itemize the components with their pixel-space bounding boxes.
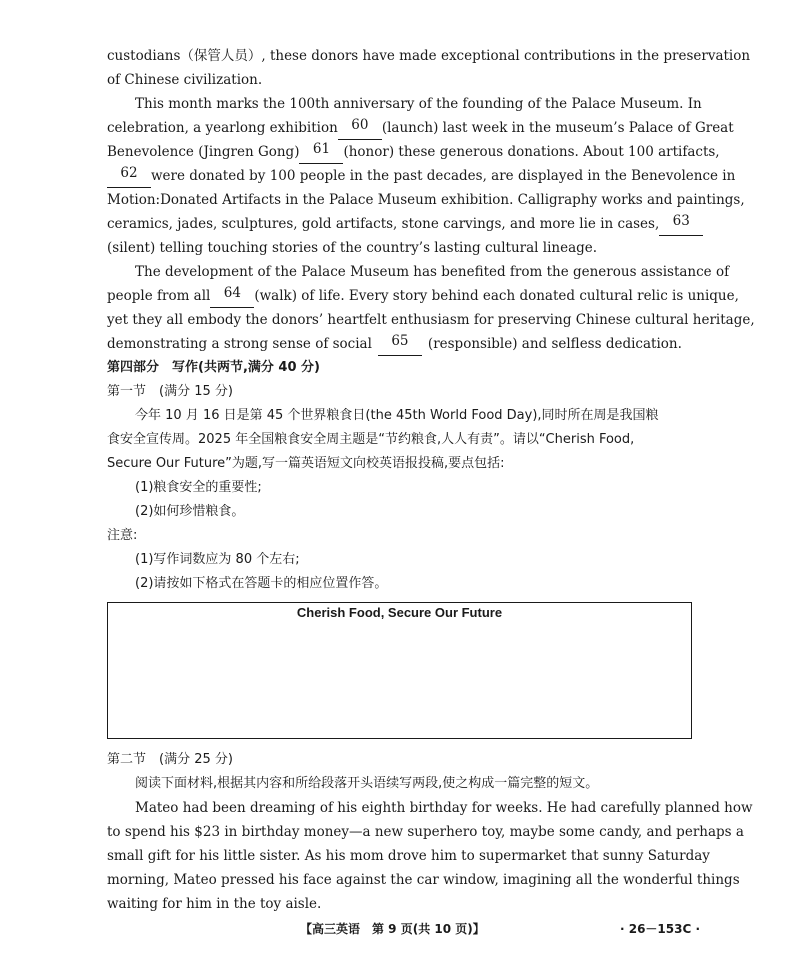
blank-64[interactable]: 64 bbox=[210, 284, 254, 308]
text: 食安全宣传周。2025 年全国粮食安全周主题是“节约粮食,人人有责”。请以“Cherish Food, bbox=[107, 432, 635, 447]
blank-61[interactable]: 61 bbox=[299, 140, 343, 164]
text-line bbox=[107, 284, 739, 308]
text: Motion:Donated Artifacts in the Palace Museum exhibition. Calligraphy works and paintings, bbox=[107, 192, 745, 208]
text: people from all bbox=[107, 288, 211, 304]
text: ceramics, jades, sculptures, gold artifacts, stone carvings, and more lie in cases, bbox=[107, 216, 660, 232]
text: (1)粮食安全的重要性; bbox=[135, 480, 262, 495]
blank-63[interactable]: 63 bbox=[659, 212, 703, 236]
text: demonstrating a strong sense of social bbox=[107, 336, 372, 352]
text: 第二节 (满分 25 分) bbox=[107, 752, 233, 767]
text-line bbox=[107, 164, 736, 188]
text: This month marks the 100th anniversary of the founding of the Palace Museum. In bbox=[135, 96, 702, 112]
text-line bbox=[107, 236, 695, 260]
text: (honor) these generous donations. About 100 artifacts, bbox=[343, 144, 720, 160]
text: custodians（保管人员）, these donors have made exceptional contributions in the preservation bbox=[107, 48, 751, 64]
text: (1)写作词数应为 80 个左右; bbox=[135, 552, 300, 567]
text: 第四部分 写作(共两节,满分 40 分) bbox=[107, 360, 320, 375]
text-line bbox=[107, 188, 745, 212]
text: 今年 10 月 16 日是第 45 个世界粮食日(the 45th World Food Day),同时所在周是我国粮 bbox=[135, 408, 659, 423]
text-line bbox=[107, 796, 753, 820]
text-line bbox=[107, 892, 695, 916]
text-line bbox=[107, 332, 695, 356]
page-number: 【高三英语 第 9 页(共 10 页)】 bbox=[300, 922, 485, 936]
text: (walk) of life. Every story behind each donated cultural relic is unique, bbox=[254, 288, 739, 304]
text: Mateo had been dreaming of his eighth birthday for weeks. He had carefully planned how bbox=[135, 800, 753, 816]
text: small gift for his little sister. As his mom drove him to supermarket that sunny Saturday bbox=[107, 848, 710, 864]
text: to spend his $23 in birthday money—a new superhero toy, maybe some candy, and perhaps a bbox=[107, 824, 744, 840]
text-line bbox=[107, 404, 695, 428]
text-line bbox=[107, 428, 695, 452]
text-line bbox=[107, 308, 755, 332]
text-line bbox=[107, 116, 734, 140]
text: 阅读下面材料,根据其内容和所给段落开头语续写两段,使之构成一篇完整的短文。 bbox=[135, 776, 599, 791]
text: Benevolence (Jingren Gong) bbox=[107, 144, 300, 160]
text-line bbox=[107, 452, 695, 476]
text: of Chinese civilization. bbox=[107, 72, 263, 88]
text-line bbox=[107, 44, 751, 68]
section2-heading bbox=[107, 748, 695, 772]
text-line bbox=[107, 140, 720, 164]
text: (2)如何珍惜粮食。 bbox=[135, 504, 245, 519]
text: (silent) telling touching stories of the country’s lasting cultural lineage. bbox=[107, 240, 598, 256]
note-2 bbox=[107, 572, 695, 596]
text: were donated by 100 people in the past decades, are displayed in the Benevolence in bbox=[151, 168, 736, 184]
text-line bbox=[107, 92, 702, 116]
text: (2)请按如下格式在答题卡的相应位置作答。 bbox=[135, 576, 388, 591]
text: morning, Mateo pressed his face against the car window, imagining all the wonderful things bbox=[107, 872, 740, 888]
text: (responsible) and selfless dedication. bbox=[427, 336, 682, 352]
note-label bbox=[107, 524, 695, 548]
text-line bbox=[107, 260, 730, 284]
text-line bbox=[107, 820, 744, 844]
point-2 bbox=[107, 500, 695, 524]
text-line bbox=[107, 844, 710, 868]
text: 注意: bbox=[107, 528, 138, 543]
blank-65[interactable]: 65 bbox=[378, 332, 422, 356]
part4-heading bbox=[107, 356, 695, 380]
blank-62[interactable]: 62 bbox=[107, 164, 151, 188]
text: waiting for him in the toy aisle. bbox=[107, 896, 322, 912]
point-1 bbox=[107, 476, 695, 500]
text: celebration, a yearlong exhibition bbox=[107, 120, 338, 136]
text-line bbox=[107, 68, 695, 92]
text: The development of the Palace Museum has benefited from the generous assistance of bbox=[135, 264, 730, 280]
text: (launch) last week in the museum’s Palace of Great bbox=[381, 120, 734, 136]
writing-answer-box[interactable] bbox=[107, 602, 692, 739]
text-line bbox=[107, 868, 740, 892]
exam-code: · 26－153C · bbox=[620, 922, 701, 936]
blank-60[interactable]: 60 bbox=[338, 116, 382, 140]
text: yet they all embody the donors’ heartfelt enthusiasm for preserving Chinese cultural heritage, bbox=[107, 312, 755, 328]
text: Secure Our Future”为题,写一篇英语短文向校英语报投稿,要点包括: bbox=[107, 456, 505, 471]
box-title: Cherish Food, Secure Our Future bbox=[296, 605, 503, 620]
text: 第一节 (满分 15 分) bbox=[107, 384, 233, 399]
instruction bbox=[107, 772, 695, 796]
text-line bbox=[107, 212, 695, 236]
note-1 bbox=[107, 548, 695, 572]
section1-heading bbox=[107, 380, 695, 404]
